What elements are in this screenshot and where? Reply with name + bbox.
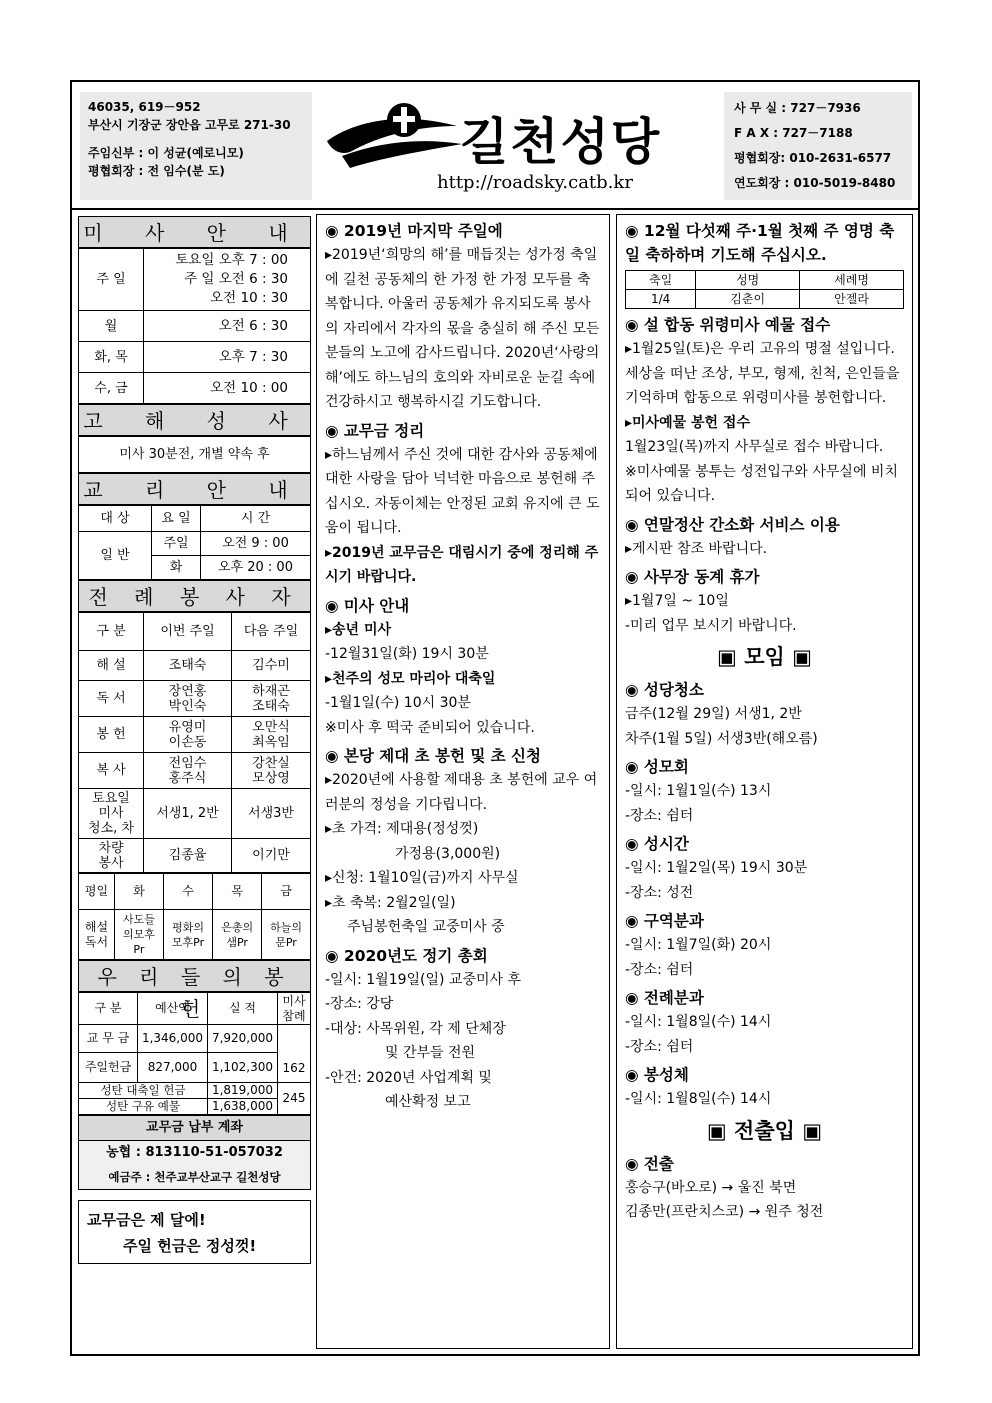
council-head: 평협회장 : 전 임수(분 도) — [88, 164, 225, 178]
weekday-servers-table: 평일 화 수 목 금 해설 독서 사도들 의모후 Pr 평화의 모후Pr 은총의 샘Pr 하늘의 문Pr — [78, 873, 311, 960]
candle-title: ◉ 본당 제대 초 봉헌 및 초 신청 — [325, 747, 542, 765]
confession-title: 고 해 성 사 — [78, 404, 311, 436]
parish-title: 길천성당 — [460, 113, 662, 171]
fax: F A X : 727－7188 — [734, 126, 853, 140]
feast-title: ◉ 12월 다섯째 주·1월 첫째 주 영명 축일 축하하며 기도해 주십시오. — [625, 222, 895, 264]
council-phone: 평협회장: 010-2631-6577 — [734, 151, 892, 165]
prayer-head-phone: 연도회장 : 010-5019-8480 — [734, 176, 896, 190]
offerings-title: 우 리 들 의 봉 헌 — [78, 960, 311, 992]
year-end-title: ◉ 2019년 마지막 주일에 — [325, 222, 503, 240]
account-box — [78, 1115, 311, 1190]
sunday-label: 주 일 — [79, 249, 144, 311]
general-meeting-title: ◉ 2020년도 정기 총회 — [325, 946, 488, 965]
office-phone: 사 무 실 : 727－7936 — [734, 101, 861, 115]
account-title: 교무금 납부 계좌 — [79, 1116, 310, 1141]
right-column: ◉ 12월 다섯째 주·1월 첫째 주 영명 축일 축하하며 기도해 주십시오. 축일 성명 세례명 1/4 김춘이 안젤라 ◉ 설 합동 위령미사 예물 접수 ▸1월25일(토)은 우리 고유의 명절 설입니다. 세상을 떠난 조상, 부모, 형제, 친척, 은인들을 기억하며 합동으로 위령미사를 봉헌합니다. ▸미사예물 봉헌 접수 1월23일(목)까지 사무실로 접수 바랍니다. ※미사예물 봉투는 성전입구와 사무실에 비치되어 있습니다. ◉ 연말정산 간소화 서비스 이용 ▸게시판 참조 바랍니다. ◉ 사무장 동계 휴가 ▸1월7일 ~ 10일 -미리 업무 보시기 바랍니다. ▣ 모임 ▣ ◉ 성당청소 금주(12월 29일) 서생1, 2반 차주(1월 5일) 서생3반(해오름) ◉ 성모회 -일시: 1월1일(수) 13시 -장소: 쉼터 ◉ 성시간 -일시: 1월2일(목) 19시 30분 -장소: 성전 ◉ 구역분과 -일시: 1월7일(화) 20시 -장소: 쉼터 ◉ 전례분과 -일시: 1월8일(수) 14시 -장소: 쉼터 ◉ 봉성체 -일시: 1월8일(수) 14시 ▣ 전출입 ▣ ◉ 전출 홍승구(바오로) → 울진 북면 김종만(프란치스코) → 원주 청전 — [616, 214, 913, 1349]
left-column — [78, 216, 311, 1264]
meetings-heading: ▣ 모임 ▣ — [717, 645, 812, 669]
dues-text: ▸하느님께서 주신 것에 대한 감사와 공동체에 대한 사랑을 담아 넉넉한 마음으로 봉헌해 주십시오. 자동이체는 안정된 교회 유지에 큰 도움이 됩니다. — [325, 446, 600, 536]
office-vacation-title: ◉ 사무장 동계 휴가 — [625, 568, 760, 586]
memorial-mass-title: ◉ 설 합동 위령미사 예물 접수 — [625, 316, 831, 334]
servers-title: 전 례 봉 사 자 — [78, 580, 311, 612]
parish-logo-icon — [322, 96, 472, 176]
year-end-text: ▸2019년‘희망의 해’를 매듭짓는 성가정 축일에 길천 공동체의 한 가정 한 가정 모두를 축복합니다. 아울러 공동체가 유지되도록 봉사의 자리에서 각자의 몫을 충실히 해 주신 모든 분들의 노고에 감사드립니다. 2020년‘사랑의 해’에도 하느님의 호의와 자비로운 눈길 속에 건강하시고 행복하시길 기도합니다. — [325, 247, 600, 410]
slogan: 교무금은 제 달에! 주일 헌금은 정성껏! — [78, 1200, 311, 1264]
feast-table: 축일 성명 세례명 1/4 김춘이 안젤라 — [625, 270, 904, 309]
catechism-title: 교 리 안 내 — [78, 473, 311, 505]
account-holder: 예금주 : 천주교부산교구 길천성당 — [108, 1170, 281, 1184]
servers-table: 구 분 이번 주일 다음 주일 해 설 조태숙 김수미 독 서 장연홍 박인숙 하재곤 조태숙 봉 헌 유영미 이손동 오만식 최옥임 복 사 전임수 홍주식 강찬실 모상영 토요일 미사 청소, 차 서생1, 2반 서생3반 차량 봉사 김종율 이기만 — [78, 612, 311, 873]
catechism-table: 대 상 요 일 시 간 일 반 주일 오전 9 : 00 화 오후 20 : 00 — [78, 505, 311, 580]
middle-column: ◉ 2019년 마지막 주일에 ▸2019년‘희망의 해’를 매듭짓는 성가정 축일에 길천 공동체의 한 가정 한 가정 모두를 축복합니다. 아울러 공동체가 유지되도록 봉사의 자리에서 각자의 몫을 충실히 해 주신 모든 분들의 노고에 감사드립니다. 2020년‘사랑의 해’에도 하느님의 호의와 자비로운 눈길 속에 건강하시고 행복하시길 기도합니다. ◉ 교무금 정리 ▸하느님께서 주신 것에 대한 감사와 공동체에 대한 사랑을 담아 넉넉한 마음으로 봉헌해 주십시오. 자동이체는 안정된 교회 유지에 큰 도움이 됩니다. ▸2019년 교무금은 대림시기 중에 정리해 주시기 바랍니다. ◉ 미사 안내 ▸송년 미사 -12월31일(화) 19시 30분 ▸천주의 성모 마리아 대축일 -1월1일(수) 10시 30분 ※미사 후 떡국 준비되어 있습니다. ◉ 본당 제대 초 봉헌 및 초 신청 ▸2020년에 사용할 제대용 초 봉헌에 교우 여러분의 정성을 기다립니다. ▸초 가격: 제대용(정성껏) 가정용(3,000원) ▸신청: 1월10일(금)까지 사무실 ▸초 축복: 2월2일(일) 주님봉헌축일 교중미사 중 ◉ 2020년도 정기 총회 -일시: 1월19일(일) 교중미사 후 -장소: 강당 -대상: 사목위원, 각 제 단체장 및 간부들 전원 -안건: 2020년 사업계획 및 예산확정 보고 — [316, 214, 610, 1349]
parish-info — [80, 92, 312, 200]
postal-code: 46035, 619－952 — [88, 100, 201, 114]
tax-service-title: ◉ 연말정산 간소화 서비스 이용 — [625, 515, 840, 534]
dues-bold: ▸2019년 교무금은 대림시기 중에 정리해 주시기 바랍니다. — [325, 544, 599, 585]
offerings-table: 구 분 예산액 실 적 미사 참례 교 무 금 1,346,000 7,920,000 162 주일헌금 827,000 1,102,300 성탄 대축일 헌금 1,819,000 245 성탄 구유 예물 1,638,000 — [78, 992, 311, 1115]
mass-title: 미 사 안 내 — [78, 216, 311, 248]
mass-table: 주 일 토요일 오후 7 : 00 주 일 오전 6 : 30 오전 10 : 30 월 오전 6 : 30 화, 목 오후 7 : 30 수, 금 오전 10 : 00 — [78, 248, 311, 404]
pastor: 주임신부 : 이 성균(예로니모) — [88, 146, 244, 160]
header — [72, 82, 918, 210]
website-url[interactable]: http://roadsky.catb.kr — [437, 172, 633, 193]
confession-text: 미사 30분전, 개별 약속 후 — [79, 437, 311, 473]
transfers-heading: ▣ 전출입 ▣ — [706, 1118, 823, 1143]
contact-info — [724, 92, 912, 200]
account-number: 농협 : 813110-51-057032 — [106, 1145, 283, 1160]
address: 부산시 기장군 장안읍 고무로 271-30 — [88, 118, 291, 132]
mass-notice-title: ◉ 미사 안내 — [325, 596, 410, 615]
dues-title: ◉ 교무금 정리 — [325, 421, 425, 440]
